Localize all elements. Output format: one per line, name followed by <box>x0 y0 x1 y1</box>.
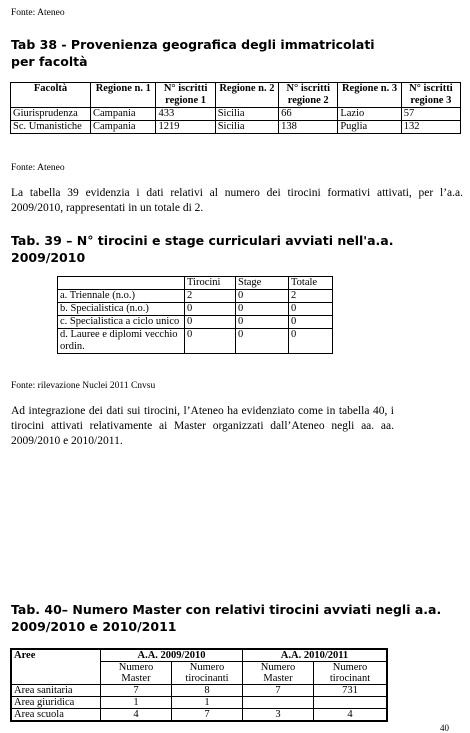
header-cell: N° iscritti regione 2 <box>279 83 338 108</box>
header-cell: Numero Master <box>243 662 314 685</box>
table-cell: 66 <box>279 108 338 121</box>
table-cell: 0 <box>185 329 236 354</box>
tab39-title: Tab. 39 – N° tirocini e stage curriculari avviati nell'a.a. 2009/2010 <box>11 233 394 265</box>
table-cell: 7 <box>243 685 314 697</box>
table-row <box>11 697 387 709</box>
table-cell: b. Specialistica (n.o.) <box>58 303 185 316</box>
table-cell: Puglia <box>338 121 401 134</box>
table-cell: 0 <box>236 329 289 354</box>
table-cell: 0 <box>185 303 236 316</box>
table-cell: Campania <box>91 108 156 121</box>
page-number: 40 <box>440 723 449 733</box>
table-row <box>58 290 333 303</box>
tab40-title: Tab. 40– Numero Master con relativi tirocini avviati negli a.a. 2009/2010 e 2010/2011 <box>11 602 442 634</box>
header-cell: Stage <box>236 277 289 290</box>
table-cell: 0 <box>185 316 236 329</box>
table-cell: 0 <box>289 329 333 354</box>
header-cell: Aree <box>11 649 101 685</box>
header-cell: Numero Master <box>101 662 172 685</box>
table-row <box>11 108 461 121</box>
table-cell: Giurisprudenza <box>11 108 91 121</box>
table-cell: Lazio <box>338 108 401 121</box>
table-row <box>58 316 333 329</box>
table-cell: Area scuola <box>11 709 101 722</box>
table-cell: 4 <box>101 709 172 722</box>
table-cell: Area giuridica <box>11 697 101 709</box>
table-cell: 0 <box>289 303 333 316</box>
table-cell <box>314 697 388 709</box>
table-cell: 1219 <box>156 121 215 134</box>
tab39-source: Fonte: rilevazione Nuclei 2011 Cnvsu <box>11 381 156 391</box>
table-cell: 8 <box>172 685 243 697</box>
header-cell: Regione n. 3 <box>338 83 401 108</box>
tab38-title: Tab 38 - Provenienza geografica degli immatricolati per facoltà <box>11 37 375 69</box>
paragraph-1: La tabella 39 evidenzia i dati relativi al numero dei tirocini formativi attivati, per l’a.a. 2009/2010, rappresentati in un totale di 2. <box>11 187 463 214</box>
table-row <box>58 329 333 354</box>
table-cell: a. Triennale (n.o.) <box>58 290 185 303</box>
header-cell: Tirocini <box>185 277 236 290</box>
header-cell: A.A. 2009/2010 <box>101 649 243 662</box>
table-cell: 0 <box>236 290 289 303</box>
table-cell: 7 <box>101 685 172 697</box>
table-cell: 4 <box>314 709 388 722</box>
header-cell: Regione n. 2 <box>215 83 278 108</box>
table-cell: 0 <box>289 316 333 329</box>
header-cell: Regione n. 1 <box>91 83 156 108</box>
table-cell: 731 <box>314 685 388 697</box>
table-cell: 2 <box>185 290 236 303</box>
table-cell: 2 <box>289 290 333 303</box>
table-cell: c. Specialistica a ciclo unico <box>58 316 185 329</box>
table-cell: d. Lauree e diplomi vecchio ordin. <box>58 329 185 354</box>
header-cell: Totale <box>289 277 333 290</box>
table-header-row <box>11 649 387 662</box>
table-cell: 0 <box>236 316 289 329</box>
header-cell: N° iscritti regione 3 <box>401 83 460 108</box>
table-row <box>11 709 387 722</box>
table-cell: Campania <box>91 121 156 134</box>
header-cell: N° iscritti regione 1 <box>156 83 215 108</box>
header-cell: A.A. 2010/2011 <box>243 649 388 662</box>
paragraph-2: Ad integrazione dei dati sui tirocini, l’Ateneo ha evidenziato come in tabella 40, i tirocini attivati relativamente ai Master organizzati dall’Ateneo negli aa. aa. 2009/2010 e 2010/2011. <box>11 405 394 447</box>
tab39-table <box>57 276 333 354</box>
table-cell: 138 <box>279 121 338 134</box>
tab40-table <box>10 648 388 722</box>
table-cell: Area sanitaria <box>11 685 101 697</box>
header-cell <box>58 277 185 290</box>
table-row <box>58 303 333 316</box>
table-header-row <box>58 277 333 290</box>
table-cell: 3 <box>243 709 314 722</box>
table-cell: 132 <box>401 121 460 134</box>
table-header-row <box>11 83 461 108</box>
header-cell: Numero tirocinanti <box>172 662 243 685</box>
tab38-source: Fonte: Ateneo <box>11 163 65 173</box>
header-cell: Facoltà <box>11 83 91 108</box>
table-row <box>11 121 461 134</box>
table-cell: 0 <box>236 303 289 316</box>
table-cell: 1 <box>172 697 243 709</box>
table-cell: Sicilia <box>215 108 278 121</box>
header-cell: Numero tirocinant <box>314 662 388 685</box>
table-cell <box>243 697 314 709</box>
source-note-top: Fonte: Ateneo <box>11 8 65 18</box>
table-cell: 57 <box>401 108 460 121</box>
table-cell: 7 <box>172 709 243 722</box>
table-cell: 433 <box>156 108 215 121</box>
table-cell: Sc. Umanistiche <box>11 121 91 134</box>
table-cell: 1 <box>101 697 172 709</box>
table-row <box>11 685 387 697</box>
table-cell: Sicilia <box>215 121 278 134</box>
tab38-table <box>10 82 461 134</box>
